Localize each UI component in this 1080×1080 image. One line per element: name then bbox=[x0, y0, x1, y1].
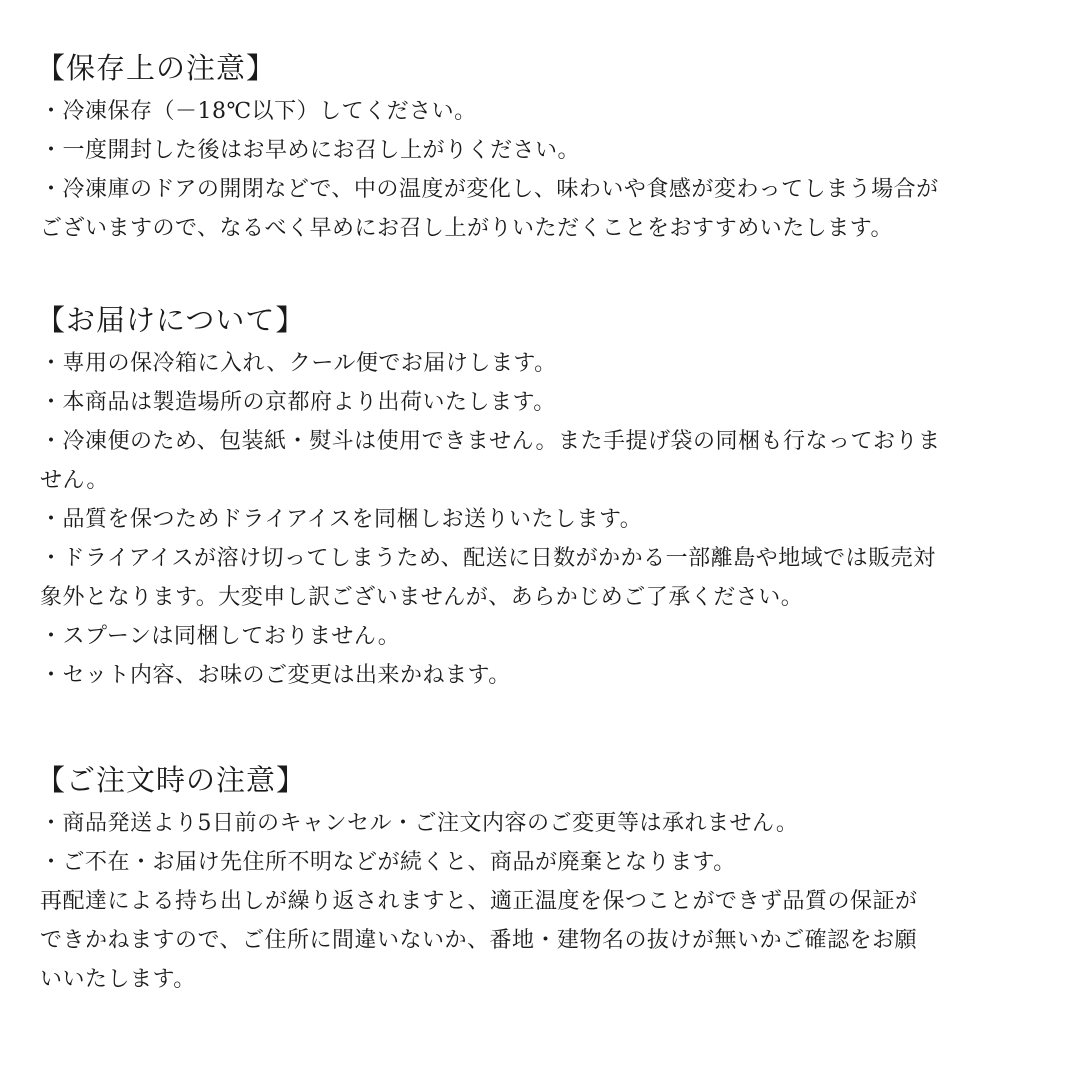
order-note-line: ・ご不在・お届け先住所不明などが続くと、商品が廃棄となります。 bbox=[40, 850, 736, 875]
order-note-line: ・商品発送より5日前のキャンセル・ご注文内容のご変更等は承れません。 bbox=[40, 811, 799, 836]
storage-note-line: ・冷凍保存（－18℃以下）してください。 bbox=[40, 99, 477, 124]
storage-notes-section bbox=[36, 48, 1050, 248]
order-notes-section bbox=[36, 760, 1050, 999]
delivery-notes-section bbox=[36, 300, 1050, 695]
delivery-note-line: 象外となります。大変申し訳ございませんが、あらかじめご了承ください。 bbox=[40, 585, 804, 610]
delivery-note-line: ・ドライアイスが溶け切ってしまうため、配送に日数がかかる一部離島や地域では販売対 bbox=[40, 546, 936, 571]
order-note-line: できかねますので、ご住所に間違いないか、番地・建物名の抜けが無いかご確認をお願 bbox=[40, 928, 918, 953]
delivery-note-line: ・品質を保つためドライアイスを同梱しお送りいたします。 bbox=[40, 507, 643, 532]
order-notes-heading: 【ご注文時の注意】 bbox=[36, 763, 307, 797]
storage-note-line: ・冷凍庫のドアの開閉などで、中の温度が変化し、味わいや食感が変わってしまう場合が bbox=[40, 177, 939, 202]
delivery-note-line: ・スプーンは同梱しておりません。 bbox=[40, 624, 401, 649]
delivery-note-line: ・専用の保冷箱に入れ、クール便でお届けします。 bbox=[40, 351, 557, 376]
storage-notes-heading: 【保存上の注意】 bbox=[36, 51, 277, 85]
delivery-note-line: ・冷凍便のため、包装紙・熨斗は使用できません。また手提げ袋の同梱も行なっておりま bbox=[40, 429, 941, 454]
delivery-note-line: せん。 bbox=[40, 468, 109, 493]
order-note-line: 再配達による持ち出しが繰り返されますと、適正温度を保つことができず品質の保証が bbox=[40, 889, 918, 914]
delivery-note-line: ・セット内容、お味のご変更は出来かねます。 bbox=[40, 663, 511, 688]
delivery-note-line: ・本商品は製造場所の京都府より出荷いたします。 bbox=[40, 390, 556, 415]
order-note-line: いいたします。 bbox=[40, 967, 196, 992]
delivery-notes-heading: 【お届けについて】 bbox=[36, 303, 306, 337]
storage-note-line: ・一度開封した後はお早めにお召し上がりください。 bbox=[40, 138, 581, 163]
storage-note-line: ございますので、なるべく早めにお召し上がりいただくことをおすすめいたします。 bbox=[40, 216, 894, 241]
